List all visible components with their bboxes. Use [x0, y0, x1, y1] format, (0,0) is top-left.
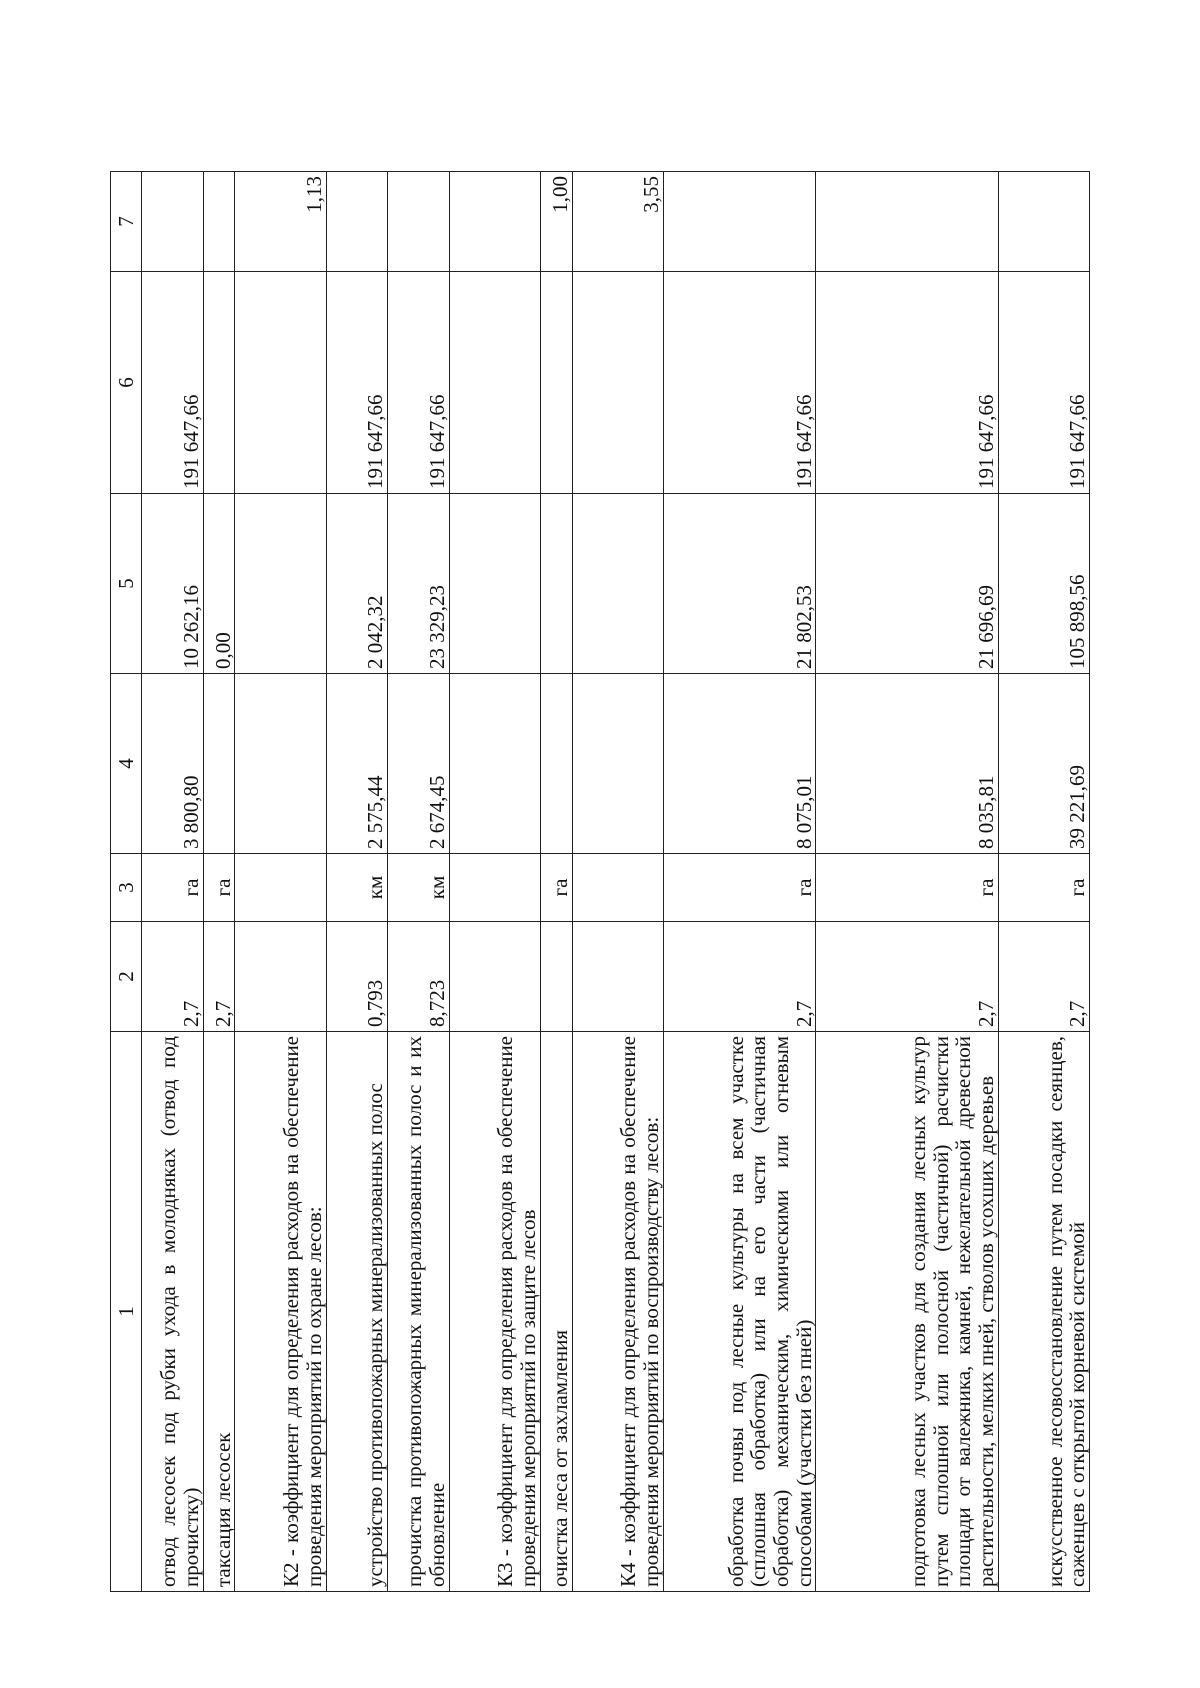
coefficient-cell [449, 172, 540, 272]
table-row [388, 172, 450, 1592]
area-cell [572, 922, 663, 1032]
row-description: прочистка противопожарных минерализованных полос и их обновление [388, 1032, 450, 1592]
base-cell: 191 647,66 [142, 272, 204, 494]
row-description: К3 - коэффициент для определения расходов на обеспечение проведения мероприятий по защите лесов [449, 1032, 540, 1592]
unit-cell: га [203, 854, 235, 922]
rate-cell: 2 575,44 [326, 674, 388, 854]
area-cell: 2,7 [998, 922, 1089, 1032]
amount-cell [449, 494, 540, 674]
area-cell [540, 922, 572, 1032]
header-cell: 6 [111, 272, 142, 494]
table-row [235, 172, 326, 1592]
area-cell: 2,7 [816, 922, 998, 1032]
amount-cell [540, 494, 572, 674]
unit-cell: га [540, 854, 572, 922]
base-cell: 191 647,66 [998, 272, 1089, 494]
amount-cell: 21 696,69 [816, 494, 998, 674]
area-cell [235, 922, 326, 1032]
coefficient-cell: 1,00 [540, 172, 572, 272]
amount-cell [235, 494, 326, 674]
unit-cell [235, 854, 326, 922]
header-cell: 7 [111, 172, 142, 272]
coefficient-cell: 3,55 [572, 172, 663, 272]
table-row [540, 172, 572, 1592]
rate-cell [540, 674, 572, 854]
rate-cell [449, 674, 540, 854]
base-cell [449, 272, 540, 494]
rate-cell [203, 674, 235, 854]
amount-cell: 10 262,16 [142, 494, 204, 674]
base-cell [203, 272, 235, 494]
row-description: устройство противопожарных минерализованных полос [326, 1032, 388, 1592]
coefficient-cell [816, 172, 998, 272]
base-cell [572, 272, 663, 494]
row-description: К2 - коэффициент для определения расходов на обеспечение проведения мероприятий по охране лесов: [235, 1032, 326, 1592]
row-description: К4 - коэффициент для определения расходов на обеспечение проведения мероприятий по воспроизводству лесов: [572, 1032, 663, 1592]
rate-cell: 8 035,81 [816, 674, 998, 854]
base-cell: 191 647,66 [388, 272, 450, 494]
header-cell: 4 [111, 674, 142, 854]
area-cell: 8,723 [388, 922, 450, 1032]
unit-cell: км [326, 854, 388, 922]
coefficient-cell: 1,13 [235, 172, 326, 272]
amount-cell: 2 042,32 [326, 494, 388, 674]
base-cell: 191 647,66 [663, 272, 816, 494]
header-row [111, 172, 142, 1592]
amount-cell: 21 802,53 [663, 494, 816, 674]
row-description: подготовка лесных участков для создания лесных культур путем сплошной или полосной (частичной) расчистки площади от валежника, камней, нежелательной древесной растительности, мелких пней, стволов усохших деревьев [816, 1032, 998, 1592]
header-cell: 2 [111, 922, 142, 1032]
table-row [142, 172, 204, 1592]
table-row [998, 172, 1089, 1592]
area-cell: 2,7 [663, 922, 816, 1032]
row-description: отвод лесосек под рубки ухода в молодняках (отвод под прочистку) [142, 1032, 204, 1592]
table-row [816, 172, 998, 1592]
row-description: таксация лесосек [203, 1032, 235, 1592]
coefficient-cell [998, 172, 1089, 272]
table-row [449, 172, 540, 1592]
area-cell: 0,793 [326, 922, 388, 1032]
table-row [203, 172, 235, 1592]
base-cell [540, 272, 572, 494]
unit-cell [572, 854, 663, 922]
coefficient-cell [142, 172, 204, 272]
unit-cell: га [142, 854, 204, 922]
coefficient-cell [663, 172, 816, 272]
unit-cell: км [388, 854, 450, 922]
unit-cell: га [816, 854, 998, 922]
rotated-page [110, 172, 1090, 1592]
unit-cell: га [663, 854, 816, 922]
header-cell: 1 [111, 1032, 142, 1592]
rate-cell: 3 800,80 [142, 674, 204, 854]
header-cell: 3 [111, 854, 142, 922]
rate-cell: 8 075,01 [663, 674, 816, 854]
amount-cell: 23 329,23 [388, 494, 450, 674]
base-cell: 191 647,66 [816, 272, 998, 494]
coefficient-cell [203, 172, 235, 272]
area-cell: 2,7 [142, 922, 204, 1032]
header-cell: 5 [111, 494, 142, 674]
amount-cell: 105 898,56 [998, 494, 1089, 674]
row-description: очистка леса от захламления [540, 1032, 572, 1592]
rate-cell: 39 221,69 [998, 674, 1089, 854]
amount-cell: 0,00 [203, 494, 235, 674]
table-row [572, 172, 663, 1592]
coefficient-cell [326, 172, 388, 272]
amount-cell [572, 494, 663, 674]
row-description: обработка почвы под лесные культуры на всем участке (сплошная обработка) или на его части (частичная обработка) механическим, химическими или огневым способами (участки без пней) [663, 1032, 816, 1592]
rate-cell [572, 674, 663, 854]
unit-cell: га [998, 854, 1089, 922]
rates-table [110, 171, 1090, 1592]
unit-cell [449, 854, 540, 922]
row-description: искусственное лесовосстановление путем посадки сеянцев, саженцев с открытой корневой системой [998, 1032, 1089, 1592]
coefficient-cell [388, 172, 450, 272]
base-cell: 191 647,66 [326, 272, 388, 494]
table-row [326, 172, 388, 1592]
area-cell: 2,7 [203, 922, 235, 1032]
area-cell [449, 922, 540, 1032]
base-cell [235, 272, 326, 494]
table-row [663, 172, 816, 1592]
rate-cell [235, 674, 326, 854]
rate-cell: 2 674,45 [388, 674, 450, 854]
